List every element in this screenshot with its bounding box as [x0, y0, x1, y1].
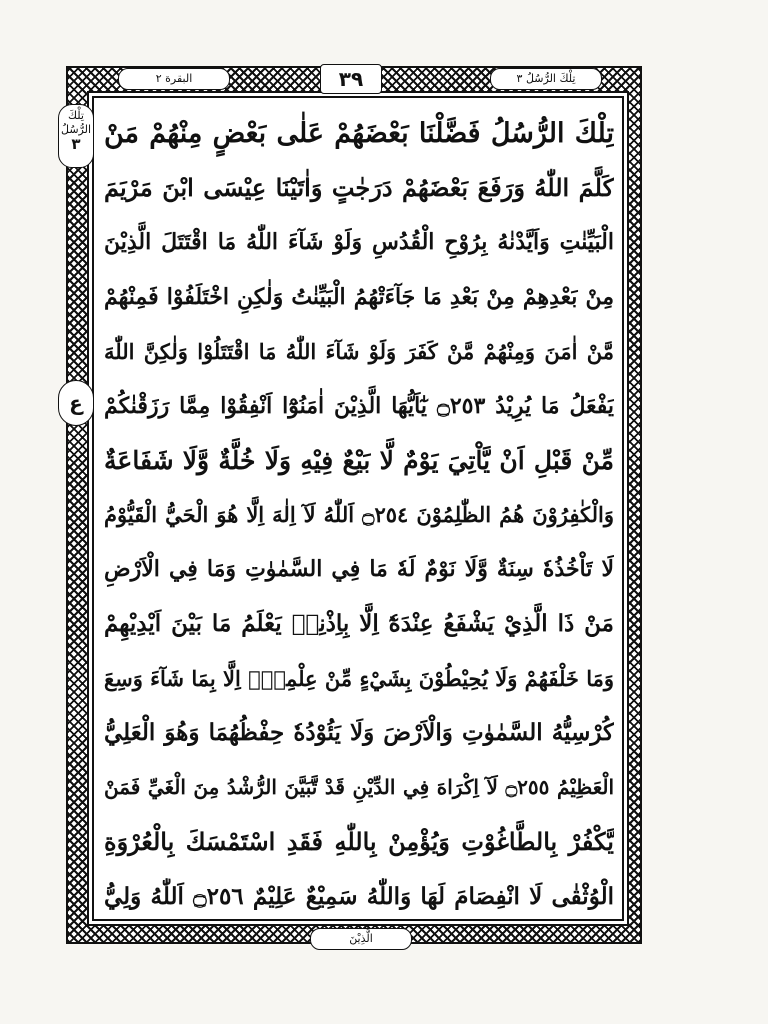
- juz-marker-label: تِلْكَ الرُّسُلُ: [60, 109, 92, 136]
- text-line: يَفْعَلُ مَا يُرِيْدُ ۝٢٥٣ يٰٓاَيُّهَا الَّذِيْنَ اٰمَنُوْٓا اَنْفِقُوْا مِمَّا رَزَقْنٰكُمْ: [104, 392, 614, 419]
- text-line: الْوُثْقٰى لَا انْفِصَامَ لَهَا وَاللّٰهُ سَمِيْعٌ عَلِيْمٌ ۝٢٥٦ اَللّٰهُ وَلِيُّ: [104, 882, 614, 910]
- text-line: وَالْكٰفِرُوْنَ هُمُ الظّٰلِمُوْنَ ۝٢٥٤ اَللّٰهُ لَآ اِلٰهَ اِلَّا هُوَ الْحَيُّ الْقَيُّوْمُ: [104, 502, 614, 528]
- text-line: مِّنْ قَبْلِ اَنْ يَّاْتِيَ يَوْمٌ لَّا بَيْعٌ فِيْهِ وَلَا خُلَّةٌ وَّلَا شَفَاعَةٌ: [104, 445, 614, 475]
- text-line: تِلْكَ الرُّسُلُ فَضَّلْنَا بَعْضَهُمْ عَلٰى بَعْضٍ مِنْهُمْ مَنْ: [104, 117, 614, 149]
- text-line: كَلَّمَ اللّٰهُ وَرَفَعَ بَعْضَهُمْ دَرَجٰتٍ وَاٰتَيْنَا عِيْسَى ابْنَ مَرْيَمَ: [104, 173, 614, 203]
- catchword: الَّذِيْنَ: [310, 928, 412, 950]
- juz-marker: [58, 104, 94, 168]
- text-line: مِنْ بَعْدِهِمْ مِنْ بَعْدِ مَا جَآءَتْهُمُ الْبَيِّنٰتُ وَلٰكِنِ اخْتَلَفُوْا فَمِنْهُمْ: [104, 283, 614, 310]
- text-line: يَّكْفُرْ بِالطَّاغُوْتِ وَيُؤْمِنْ بِاللّٰهِ فَقَدِ اسْتَمْسَكَ بِالْعُرْوَةِ: [104, 827, 614, 857]
- text-line: مَنْ ذَا الَّذِيْ يَشْفَعُ عِنْدَهٗٓ اِلَّا بِاِذْنِهٖ يَعْلَمُ مَا بَيْنَ اَيْدِيْهِمْ: [104, 610, 614, 638]
- surah-label: البقرة ٢: [118, 68, 230, 90]
- ruku-marker: ع: [58, 380, 94, 426]
- juz-label: تِلْكَ الرُّسُلُ ٣: [490, 68, 602, 90]
- page-number: ٣٩: [320, 64, 382, 94]
- text-line: لَا تَاْخُذُهٗ سِنَةٌ وَّلَا نَوْمٌ لَهٗ مَا فِي السَّمٰوٰتِ وَمَا فِي الْاَرْضِ: [104, 556, 614, 583]
- text-line: الْبَيِّنٰتِ وَاَيَّدْنٰهُ بِرُوْحِ الْقُدُسِ وَلَوْ شَآءَ اللّٰهُ مَا اقْتَتَلَ الَّذِيْنَ: [104, 229, 614, 256]
- text-line: وَمَا خَلْفَهُمْ وَلَا يُحِيْطُوْنَ بِشَيْءٍ مِّنْ عِلْمِهٖٓ اِلَّا بِمَا شَآءَ وَسِعَ: [104, 665, 614, 691]
- text-line: مَّنْ اٰمَنَ وَمِنْهُمْ مَّنْ كَفَرَ وَلَوْ شَآءَ اللّٰهُ مَا اقْتَتَلُوْا وَلٰكِنَّ اللّٰهَ: [104, 338, 614, 364]
- quran-text: [104, 106, 614, 912]
- text-line: الْعَظِيْمُ ۝٢٥٥ لَآ اِكْرَاهَ فِي الدِّيْنِ قَدْ تَّبَيَّنَ الرُّشْدُ مِنَ الْغَيِّ فَمَنْ: [104, 775, 614, 800]
- text-line: كُرْسِيُّهُ السَّمٰوٰتِ وَالْاَرْضَ وَلَا يَئُوْدُهٗ حِفْظُهُمَا وَهُوَ الْعَلِيُّ: [104, 719, 614, 747]
- juz-marker-number: ٣: [71, 135, 81, 153]
